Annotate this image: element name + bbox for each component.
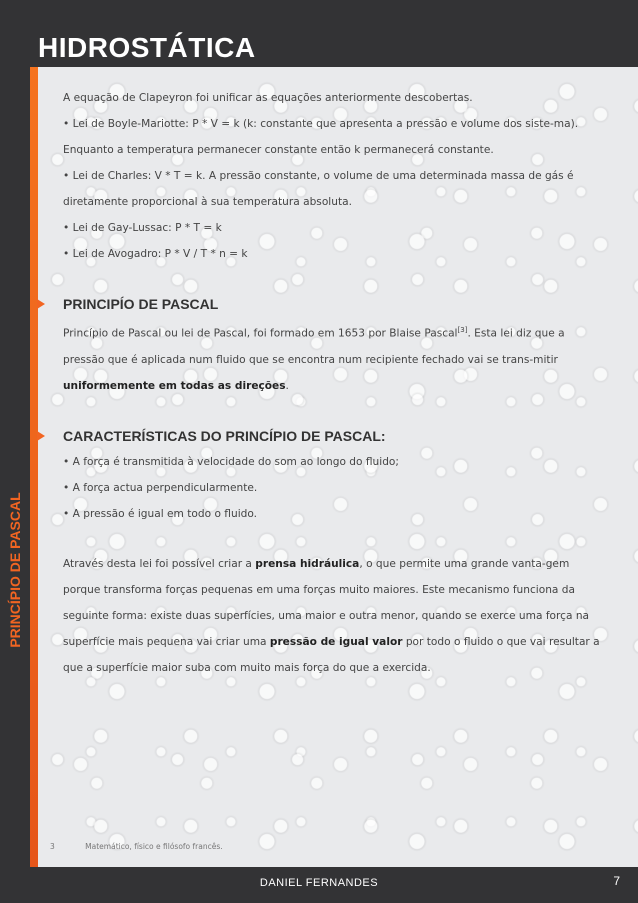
characteristic-bullet: • A força é transmitida à velocidade do som ao longo do fluido;	[63, 455, 399, 468]
footnote	[50, 842, 223, 851]
section-heading-text: CARACTERÍSTICAS DO PRINCÍPIO DE PASCAL:	[63, 427, 386, 444]
intro-bullet: • Lei de Charles: V * T = k. A pressão constante, o volume de uma determinada massa de gás é diretamente proporcional à sua temperatura absoluta.	[63, 170, 574, 208]
paragraph-text: Princípio de Pascal ou lei de Pascal, foi formado em 1653 por Blaise Pascal	[63, 327, 458, 340]
triangle-bullet-icon	[37, 299, 45, 309]
footnote-text: Matemático, físico e filósofo francês.	[85, 842, 223, 851]
page-title: HIDROSTÁTICA	[38, 32, 256, 63]
main-content	[63, 85, 603, 681]
section-heading-text: PRINCIPÍO DE PASCAL	[63, 296, 219, 312]
intro-line: A equação de Clapeyron foi unificar as equações anteriormente descobertas.	[63, 92, 473, 104]
paragraph-bold: prensa hidráulica	[255, 557, 360, 570]
author-name: DANIEL FERNANDES	[259, 877, 379, 889]
characteristic-bullet: • A pressão é igual em todo o fluido.	[63, 507, 258, 520]
footnote-ref[interactable]: [3]	[457, 326, 468, 334]
paragraph-text: , o que permite uma grande vanta-gem porque transforma forças pequenas em uma forças muito maiores. Este mecanismo funciona da seguinte forma: existe duas superfícies, uma maior e outra menor, quando se exerce uma força na superfície mais pequena vai criar uma	[63, 557, 590, 648]
paragraph-text: .	[285, 379, 289, 392]
section-heading-pascal	[63, 291, 603, 317]
paragraph-text: por todo o fluido o que vai resultar a que a superfície maior suba com muito mais força do que a exercida.	[63, 635, 600, 674]
triangle-bullet-icon	[37, 431, 45, 441]
paragraph-text: Através desta lei foi possível criar a	[63, 557, 256, 570]
paragraph-bold: pressão de igual valor	[269, 635, 403, 648]
intro-bullet: • Lei de Gay-Lussac: P * T = k	[63, 222, 222, 234]
paragraph-text: . Esta lei diz que a pressão que é aplicada num fluido que se encontra num recipiente fechado vai se trans-mitir	[63, 327, 565, 366]
page-number: 7	[613, 874, 620, 888]
section-heading-characteristics	[63, 423, 603, 449]
press-paragraph	[63, 551, 603, 681]
paragraph-bold: uniformemente em todas as direções	[63, 379, 286, 392]
side-section-label: PRINCÍPIO DE PASCAL	[7, 492, 23, 648]
characteristic-bullet: • A força actua perpendicularmente.	[63, 481, 258, 494]
intro-bullet: • Lei de Avogadro: P * V / T * n = k	[63, 248, 248, 260]
sidebar	[0, 67, 30, 867]
footnote-number: 3	[50, 842, 55, 851]
accent-strip	[30, 67, 38, 867]
pascal-paragraph	[63, 317, 603, 399]
intro-bullet: • Lei de Boyle-Mariotte: P * V = k (k: constante que apresenta a pressão e volume dos siste-ma). Enquanto a temperatura permanecer constante então k permanecerá constante.	[63, 118, 579, 156]
